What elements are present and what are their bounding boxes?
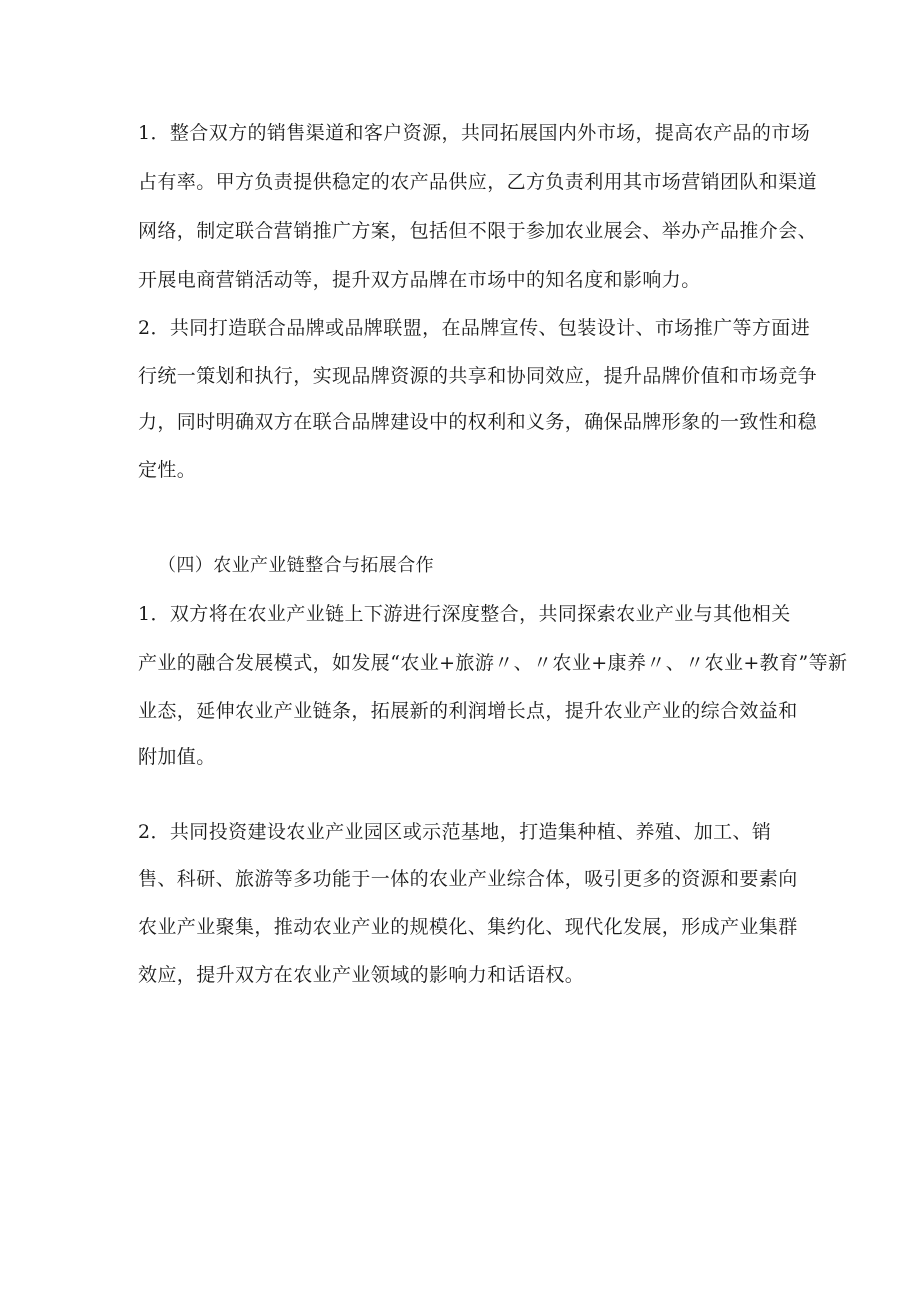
paragraph-line: 占有率。甲方负责提供稳定的农产品供应，乙方负责利用其市场营销团队和渠道 (138, 171, 818, 193)
paragraph-line: 产业的融合发展模式，如发展“农业+旅游〃、〃农业+康养〃、〃农业+教育”等新 (138, 652, 848, 674)
paragraph-line: 业态，延伸农业产业链条，拓展新的利润增长点，提升农业产业的综合效益和 (138, 700, 798, 722)
section-heading: （四）农业产业链整合与拓展合作 (158, 555, 434, 576)
paragraph-line: 开展电商营销活动等，提升双方品牌在市场中的知名度和影响力。 (138, 269, 701, 291)
paragraph-line: 定性。 (138, 459, 197, 481)
paragraph-line: 效应，提升双方在农业产业领域的影响力和话语权。 (138, 964, 585, 986)
paragraph-line: 农业产业聚集，推动农业产业的规模化、集约化、现代化发展，形成产业集群 (138, 916, 798, 938)
paragraph-line: 网络，制定联合营销推广方案，包括但不限于参加农业展会、举办产品推介会、 (138, 220, 818, 242)
paragraph-line: 附加值。 (138, 746, 216, 768)
paragraph-line: 2．共同打造联合品牌或品牌联盟，在品牌宣传、包装设计、市场推广等方面进 (138, 317, 811, 339)
paragraph-line: 1．整合双方的销售渠道和客户资源，共同拓展国内外市场，提高农产品的市场 (138, 122, 811, 144)
paragraph-line: 1．双方将在农业产业链上下游进行深度整合，共同探索农业产业与其他相关 (138, 603, 791, 625)
paragraph-line: 力，同时明确双方在联合品牌建设中的权利和义务，确保品牌形象的一致性和稳 (138, 411, 818, 433)
paragraph-line: 行统一策划和执行，实现品牌资源的共享和协同效应，提升品牌价值和市场竞争 (138, 365, 818, 387)
paragraph-line: 2．共同投资建设农业产业园区或示范基地，打造集种植、养殖、加工、销 (138, 821, 772, 843)
paragraph-line: 售、科研、旅游等多功能于一体的农业产业综合体，吸引更多的资源和要素向 (138, 868, 798, 890)
